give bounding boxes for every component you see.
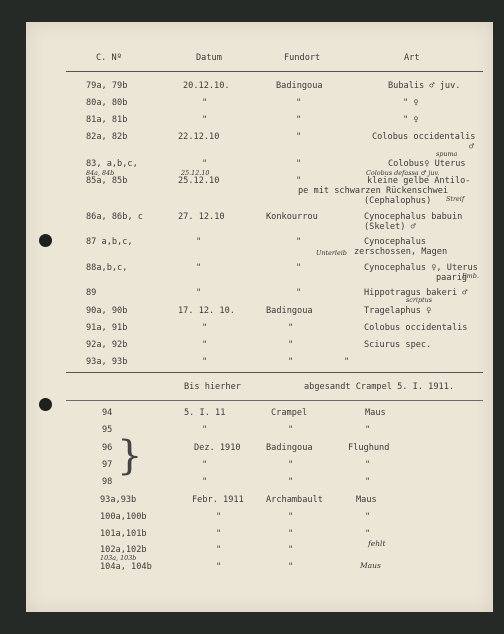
handwritten-note: Maus: [360, 561, 381, 570]
section-rule: [66, 372, 483, 373]
section-right: abgesandt Crampel 5. I. 1911.: [304, 382, 455, 392]
header-rule: [66, 71, 483, 72]
bracket-mark: }: [117, 433, 143, 479]
handwritten-note: fehlt: [368, 539, 386, 548]
section-left: Bis hierher: [184, 382, 241, 392]
section-rule: [66, 400, 483, 401]
handwritten-note: scriptus: [406, 296, 433, 304]
header-art: Art: [404, 53, 420, 63]
punch-hole: [39, 234, 52, 247]
handwritten-note: 103a, 103b: [100, 554, 137, 562]
header-datum: Datum: [196, 53, 222, 63]
header-nr: C. Nº: [96, 53, 122, 63]
document-page: C. Nº Datum Fundort Art 79a, 79b 20.12.10. Badingoua Bubalis ♂ juv. 80a, 80b " " " ♀ 81a, 81b " " " ♀ 82a, 82b 22.12.10 " Colobus occidentalis ♂ spuma 83, a,b,c, " " Colobus♀ Uterus 84a, 84b 25.12.10 Colobus defassa ♂ juv. 85a, 85b 25.12.10 " kleine gelbe Antilo- pe mit schwarzen Rückenschwei (Cephalophus) Streif 86a, 86b, c 27. 12.10 Konkourrou Cynocephalus babuin (Skelet) ♂ 87 a,b,c, " " Cynocephalus Unterleib zerschossen, Magen 88a,b,c, " " Cynocephalus ♀, Uterus paarig Emb. 89 " " Hippotragus bakeri ♂ scriptus 90a, 90b 17. 12. 10. Badingoua Tragelaphus ♀ 91a, 91b " " Colobus occidentalis 92a, 92b " " Sciurus spec. 93a, 93b " " " Bis hierher abgesandt Crampel 5. I. 1911. 94 5. I. 11 Crampel Maus 95 " " " 96 Dez. 1910 Badingoua Flughund 97 " " " 98 " " " } 93a,93b Febr. 1911 Archambault Maus 100a,100b " " " 101a,101b " " " 102a,102b " " fehlt 103a, 103b 104a, 104b " " Maus: [26, 22, 493, 612]
header-fundort: Fundort: [284, 53, 321, 63]
punch-hole: [39, 398, 52, 411]
handwritten-note: spuma: [436, 150, 458, 158]
